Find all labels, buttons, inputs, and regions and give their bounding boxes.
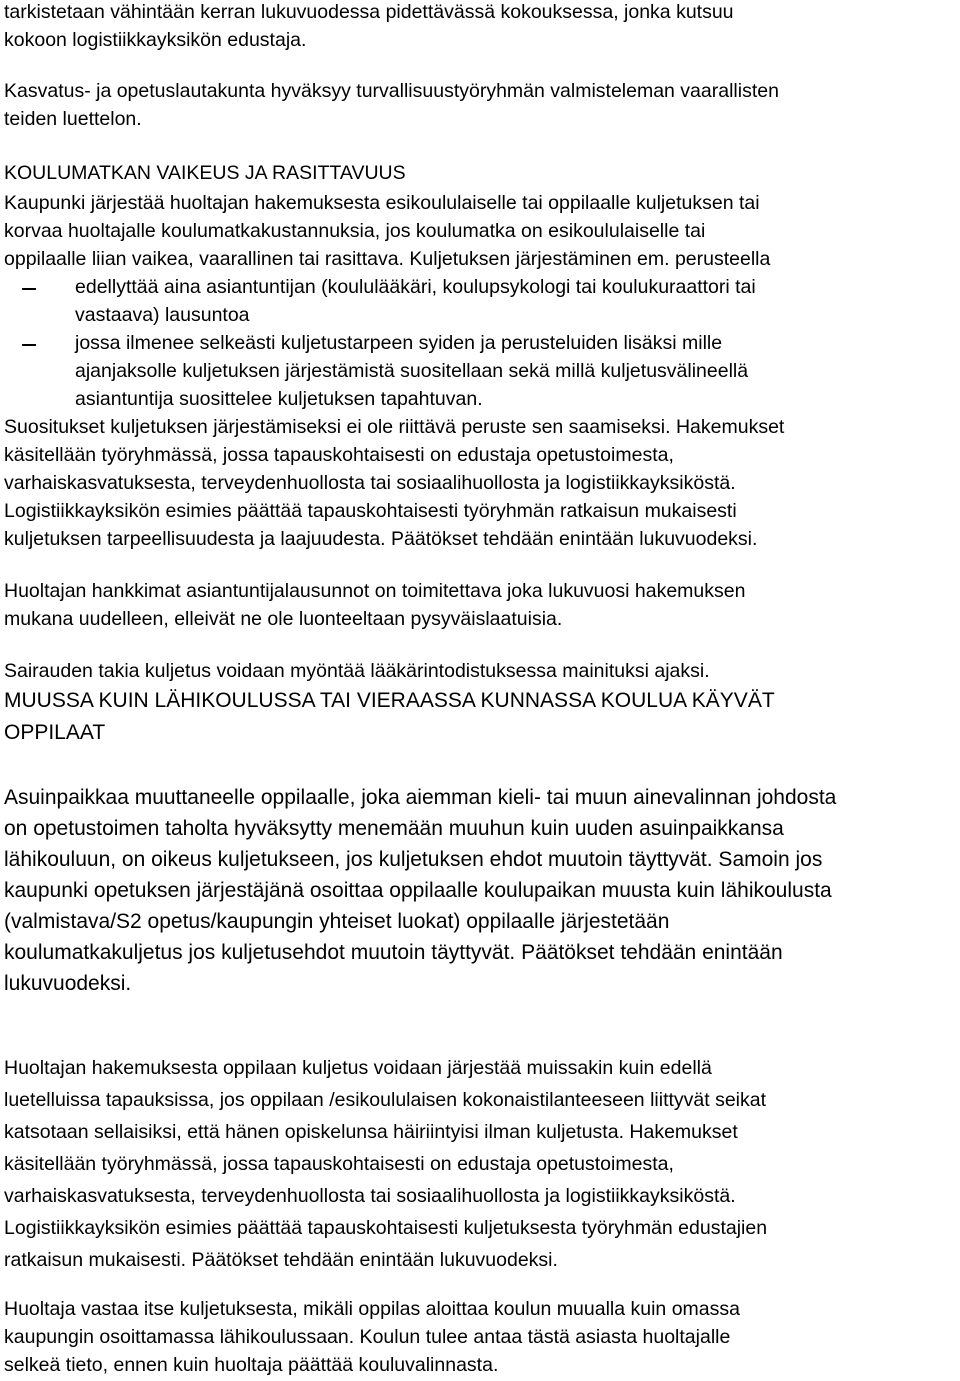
paragraph-line: on opetustoimen taholta hyväksytty menemään muuhun kuin uuden asuinpaikkansa <box>4 817 784 840</box>
paragraph-line: kuljetuksen tarpeellisuudesta ja laajuudesta. Päätökset tehdään enintään lukuvuodeksi. <box>4 528 758 550</box>
paragraph-line: Huoltaja vastaa itse kuljetuksesta, mikäli oppilas aloittaa koulun muualla kuin omassa <box>4 1298 740 1320</box>
paragraph-line: oppilaalle liian vaikea, vaarallinen tai rasittava. Kuljetuksen järjestäminen em. perusteella <box>4 248 771 270</box>
bullet-line: jossa ilmenee selkeästi kuljetustarpeen syiden ja perusteluiden lisäksi mille <box>75 332 723 354</box>
paragraph-line: Suositukset kuljetuksen järjestämiseksi ei ole riittävä peruste sen saamiseksi. Hakemukset <box>4 416 785 438</box>
paragraph-line: Kaupunki järjestää huoltajan hakemuksesta esikoululaiselle tai oppilaalle kuljetuksen tai <box>4 192 760 214</box>
paragraph-line: kokoon logistiikkayksikön edustaja. <box>4 29 307 51</box>
paragraph-line: varhaiskasvatuksesta, terveydenhuollosta tai sosiaalihuollosta ja logistiikkayksiköstä. <box>4 472 736 494</box>
paragraph-line: kaupungin osoittamassa lähikoulussaan. Koulun tulee antaa tästä asiasta huoltajalle <box>4 1326 731 1348</box>
paragraph-line: korvaa huoltajalle koulumatkakustannuksia, jos koulumatka on esikoululaiselle tai <box>4 220 706 242</box>
paragraph-line: (valmistava/S2 opetus/kaupungin yhteiset luokat) oppilaalle järjestetään <box>4 910 670 933</box>
dash-bullet-icon <box>22 344 36 346</box>
bullet-line: asiantuntija suosittelee kuljetuksen tapahtuvan. <box>75 388 483 410</box>
bullet-line: edellyttää aina asiantuntijan (koululääkäri, koulupsykologi tai koulukuraattori tai <box>75 276 756 298</box>
paragraph-line: Asuinpaikkaa muuttaneelle oppilaalle, joka aiemman kieli- tai muun ainevalinnan johdosta <box>4 786 837 809</box>
paragraph-line: luetelluissa tapauksissa, jos oppilaan /esikoululaisen kokonaistilanteeseen liittyvät seikat <box>4 1089 767 1111</box>
paragraph-line: käsitellään työryhmässä, jossa tapauskohtaisesti on edustaja opetustoimesta, <box>4 1153 674 1175</box>
paragraph-line: käsitellään työryhmässä, jossa tapauskohtaisesti on edustaja opetustoimesta, <box>4 444 674 466</box>
bullet-line: ajanjaksolle kuljetuksen järjestämistä suositellaan sekä millä kuljetusvälineellä <box>75 360 749 382</box>
dash-bullet-icon <box>22 288 36 290</box>
paragraph-line: tarkistetaan vähintään kerran lukuvuodessa pidettävässä kokouksessa, jonka kutsuu <box>4 1 734 23</box>
paragraph-line: mukana uudelleen, elleivät ne ole luonteeltaan pysyväislaatuisia. <box>4 608 563 630</box>
paragraph-line: Kasvatus- ja opetuslautakunta hyväksyy turvallisuustyöryhmän valmisteleman vaarallisten <box>4 80 779 102</box>
paragraph-line: Logistiikkayksikön esimies päättää tapauskohtaisesti työryhmän ratkaisun mukaisesti <box>4 500 737 522</box>
bullet-line: vastaava) lausuntoa <box>75 304 250 326</box>
paragraph-line: Huoltajan hakemuksesta oppilaan kuljetus voidaan järjestää muissakin kuin edellä <box>4 1057 712 1079</box>
paragraph-line: Huoltajan hankkimat asiantuntijalausunnot on toimitettava joka lukuvuosi hakemuksen <box>4 580 746 602</box>
paragraph-line: kaupunki opetuksen järjestäjänä osoittaa oppilaalle koulupaikan muusta kuin lähikoulusta <box>4 879 832 902</box>
section-heading: OPPILAAT <box>4 721 106 744</box>
paragraph-line: koulumatkakuljetus jos kuljetusehdot muutoin täyttyvät. Päätökset tehdään enintään <box>4 941 783 964</box>
section-heading: KOULUMATKAN VAIKEUS JA RASITTAVUUS <box>4 162 406 184</box>
paragraph-line: lukuvuodeksi. <box>4 972 132 995</box>
paragraph-line: lähikouluun, on oikeus kuljetukseen, jos kuljetuksen ehdot muutoin täyttyvät. Samoin jos <box>4 848 823 871</box>
paragraph-line: selkeä tieto, ennen kuin huoltaja päättää kouluvalinnasta. <box>4 1354 499 1376</box>
paragraph-line: varhaiskasvatuksesta, terveydenhuollosta tai sosiaalihuollosta ja logistiikkayksiköstä. <box>4 1185 736 1207</box>
paragraph-line: katsotaan sellaisiksi, että hänen opiskelunsa häiriintyisi ilman kuljetusta. Hakemukset <box>4 1121 738 1143</box>
paragraph-line: teiden luettelon. <box>4 108 142 130</box>
paragraph-line: Sairauden takia kuljetus voidaan myöntää lääkärintodistuksessa mainituksi ajaksi. <box>4 660 710 682</box>
section-heading: MUUSSA KUIN LÄHIKOULUSSA TAI VIERAASSA KUNNASSA KOULUA KÄYVÄT <box>4 689 775 712</box>
paragraph-line: ratkaisun mukaisesti. Päätökset tehdään enintään lukuvuodeksi. <box>4 1249 558 1271</box>
paragraph-line: Logistiikkayksikön esimies päättää tapauskohtaisesti kuljetuksesta työryhmän edustajien <box>4 1217 768 1239</box>
